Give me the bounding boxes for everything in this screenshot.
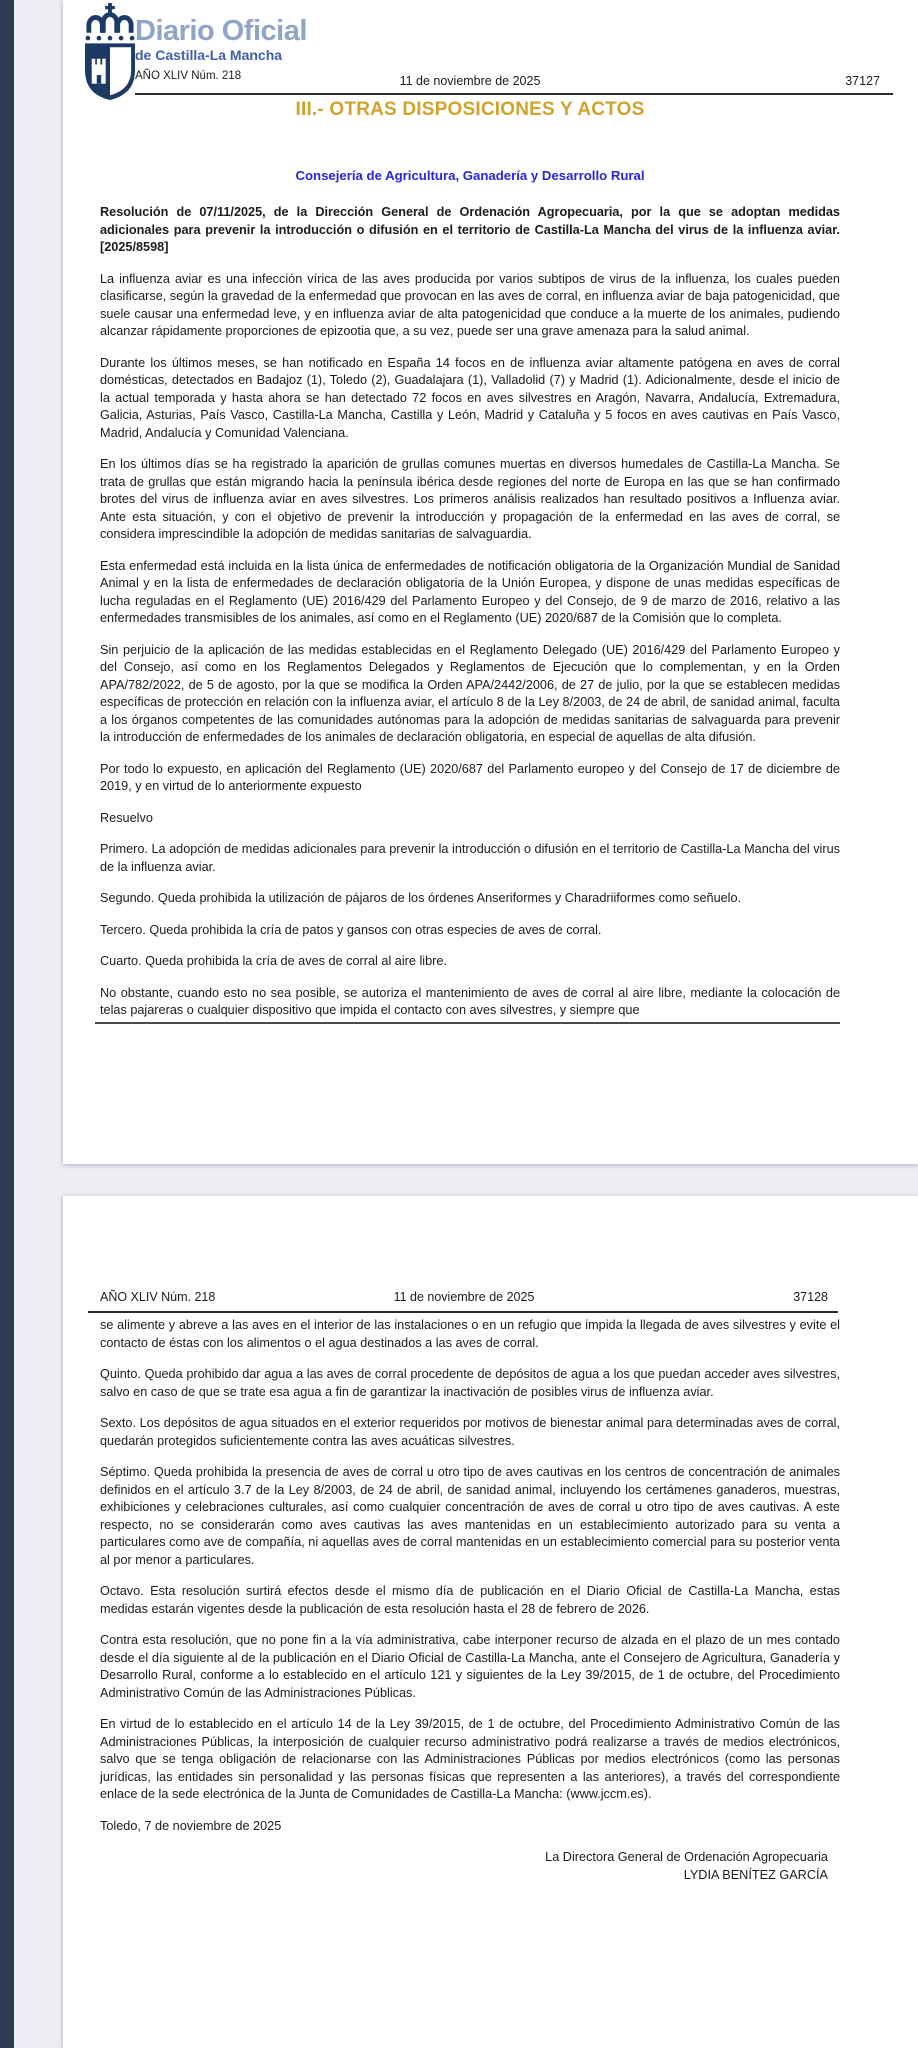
paragraph-place-date: Toledo, 7 de noviembre de 2025	[100, 1818, 282, 1833]
signature-block	[100, 1849, 840, 1884]
page1-content	[63, 0, 918, 1024]
resolution-title: Resolución de 07/11/2025, de la Dirección General de Ordenación Agropecuaria, por la que se adoptan medidas adicionales para prevenir la introducción o difusión en el territorio de Castilla-La Mancha del virus de la influenza aviar. [2025/8598]	[100, 205, 840, 254]
paragraph: Por todo lo expuesto, en aplicación del Reglamento (UE) 2020/687 del Parlamento europeo y del Consejo de 17 de diciembre de 2019, y en virtud de lo anteriormente expuesto	[100, 761, 840, 793]
paragraph-sexto: Sexto. Los depósitos de agua situados en el exterior requeridos por motivos de bienestar animal para determinadas aves de corral, quedarán protegidos suficientemente contra las aves acuáticas silvestres.	[100, 1416, 840, 1448]
paragraph-octavo: Octavo. Esta resolución surtirá efectos desde el mismo día de publicación en el Diario Oficial de Castilla-La Mancha, estas medidas estarán vigentes desde la publicación de esta resolución hasta el 28 de febrero de 2026.	[100, 1584, 840, 1616]
paragraph: La influenza aviar es una infección vírica de las aves producida por varios subtipos de virus de la influenza, los cuales pueden clasificarse, según la gravedad de la enfermedad que provocan en las aves de corral, en influenza aviar de baja patogenicidad, que suele causar una enfermedad leve, y en influenza aviar de alta patogenicidad que conduce a la muerte de los animales, pudiendo alcanzar rápidamente proporciones de epizootia que, a su vez, puede ser una grave amenaza para la salud animal.	[100, 271, 840, 338]
paragraph-segundo: Segundo. Queda prohibida la utilización de pájaros de los órdenes Anseriformes y Charadriiformes como señuelo.	[100, 891, 742, 905]
paragraph: En los últimos días se ha registrado la aparición de grullas comunes muertas en diversos humedales de Castilla-La Mancha. Se trata de grullas que están migrando hacia la península ibérica desde regiones del norte de Europa en las que se han confirmado brotes del virus de influenza aviar en aves silvestres. Los primeros análisis realizados han resultado positivos a Influenza aviar. Ante esta situación, y con el objetivo de prevenir la introducción y propagación de la enfermedad en las aves de corral, se considera imprescindible la adopción de medidas sanitarias de salvaguardia.	[100, 457, 840, 541]
department-heading: Consejería de Agricultura, Ganadería y Desarrollo Rural	[295, 168, 645, 183]
masthead-rule	[135, 93, 893, 95]
page2-folio-number: 37128	[793, 1290, 828, 1304]
paragraph-tercero: Tercero. Queda prohibida la cría de patos y gansos con otras especies de aves de corral.	[100, 922, 602, 937]
page2-header	[100, 1290, 828, 1304]
document-page-1	[63, 0, 918, 1164]
gazette-subtitle: de Castilla-La Mancha	[135, 47, 283, 63]
viewer-left-edge	[0, 0, 14, 2048]
paragraph: En virtud de lo establecido en el artículo 14 de la Ley 39/2015, de 1 de octubre, del Procedimiento Administrativo Común de las Administraciones Públicas, la interposición de cualquier recurso administrativo podrá realizarse a través de medios electrónicos, salvo que se tenga obligación de relacionarse con las Administraciones Públicas por medios electrónicos (como las personas jurídicas, las entidades sin personalidad y las personas físicas que representen a las anteriores), a través del correspondiente enlace de la sede electrónica de la Junta de Comunidades de Castilla-La Mancha: (www.jccm.es).	[100, 1717, 840, 1801]
paragraph: se alimente y abreve a las aves en el interior de las instalaciones o en un refugio que impida la llegada de aves silvestres y evite el contacto de éstas con los alimentos o el agua destinados a las aves de corral.	[100, 1318, 840, 1350]
page2-header-rule	[88, 1311, 838, 1313]
paragraph-cuarto: Cuarto. Queda prohibida la cría de aves de corral al aire libre.	[100, 954, 447, 968]
masthead-text	[135, 16, 307, 82]
page1-footer-rule	[95, 1022, 840, 1024]
paragraph-resuelvo: Resuelvo	[100, 810, 153, 825]
signatory-name: LYDIA BENÍTEZ GARCÍA	[683, 1867, 828, 1882]
section-title: III.- OTRAS DISPOSICIONES Y ACTOS	[295, 99, 645, 120]
paragraph-quinto: Quinto. Queda prohibido dar agua a las aves de corral procedente de depósitos de agua a los que puedan acceder aves silvestres, salvo en caso de que se trate esa agua a fin de garantizar la inactivación de posibles virus de influenza aviar.	[100, 1367, 840, 1399]
page1-folio-number: 37127	[845, 74, 880, 88]
paragraph: No obstante, cuando esto no sea posible, se autoriza el mantenimiento de aves de corral al aire libre, mediante la colocación de telas pajareras o cualquier dispositivo que impida el contacto con aves silvestres, y siempre que	[100, 985, 840, 1017]
issue-number: AÑO XLIV Núm. 218	[100, 1290, 216, 1304]
signatory-title: La Directora General de Ordenación Agropecuaria	[545, 1850, 828, 1864]
paragraph-septimo: Séptimo. Queda prohibida la presencia de aves de corral u otro tipo de aves cautivas en los centros de concentración de animales definidos en el artículo 3.7 de la Ley 8/2003, de 24 de abril, de sanidad animal, incluyendo los certámenes ganaderos, muestras, exhibiciones y celebraciones culturales, así como cualquier concentración de aves de corral u otro tipo de aves cautivas. A este respecto, no se considerarán como aves cautivas las aves mantenidas en un establecimiento autorizado para su venta a particulares como ave de compañía, ni aquellas aves de corral mantenidas en un establecimiento comercial para su posterior venta al por menor a particulares.	[100, 1465, 840, 1567]
issue-number: AÑO XLIV Núm. 218	[135, 70, 242, 82]
paragraph: Durante los últimos meses, se han notificado en España 14 focos en de influenza aviar altamente patógena en aves de corral domésticas, detectados en Badajoz (1), Toledo (2), Guadalajara (1), Valladolid (7) y Madrid (1). Adicionalmente, desde el inicio de la actual temporada y hasta ahora se han detectado 72 focos en aves silvestres en Aragón, Navarra, Andalucía, Extremadura, Galicia, Asturias, País Vasco, Castilla-La Mancha, Castilla y León, Madrid y Cataluña y 5 focos en aves cautivas en País Vasco, Madrid, Andalucía y Comunidad Valenciana.	[100, 355, 840, 440]
paragraph: Sin perjuicio de la aplicación de las medidas establecidas en el Reglamento Delegado (UE) 2016/429 del Parlamento Europeo y del Consejo, así como en los Reglamentos Delegados y Reglamentos de Ejecución que lo complementan, y en la Orden APA/782/2022, de 5 de agosto, por la que se modifica la Orden APA/2442/2006, de 27 de julio, por la que se establecen medidas específicas de protección en relación con la influenza aviar, el artículo 8 de la Ley 8/2003, de 24 de abril, de sanidad animal, faculta a los órganos competentes de las comunidades autónomas para la adopción de medidas sanitarias de salvaguarda para prevenir la introducción de enfermedades de los animales de declaración obligatoria, en especial de aquellas de alta difusión.	[100, 642, 840, 744]
issue-date: 11 de noviembre de 2025	[399, 74, 541, 88]
issue-date: 11 de noviembre de 2025	[393, 1290, 535, 1304]
paragraph: Contra esta resolución, que no pone fin a la vía administrativa, cabe interponer recurso de alzada en el plazo de un mes contado desde el día siguiente al de la publicación en el Diario Oficial de Castilla-La Mancha, ante el Consejero de Agricultura, Ganadería y Desarrollo Rural, conforme a lo establecido en el artículo 121 y siguientes de la Ley 39/2015, de 1 de octubre, del Procedimiento Administrativo Común de las Administraciones Públicas.	[100, 1633, 840, 1700]
paragraph-primero: Primero. La adopción de medidas adicionales para prevenir la introducción o difusión en el territorio de Castilla-La Mancha del virus de la influenza aviar.	[100, 842, 840, 874]
gazette-title: Diario Oficial	[135, 15, 307, 47]
paragraph: Esta enfermedad está incluida en la lista única de enfermedades de notificación obligatoria de la Organización Mundial de Sanidad Animal y en la lista de enfermedades de declaración obligatoria de la Unión Europea, y dispone de unas medidas específicas de lucha reguladas en el Reglamento (UE) 2016/429 del Parlamento Europeo y del Consejo, de 9 de marzo de 2016, relativo a las enfermedades transmisibles de los animales, así como en el Reglamento (UE) 2020/687 de la Comisión que lo completa.	[100, 558, 840, 625]
document-page-2	[63, 1196, 918, 2048]
